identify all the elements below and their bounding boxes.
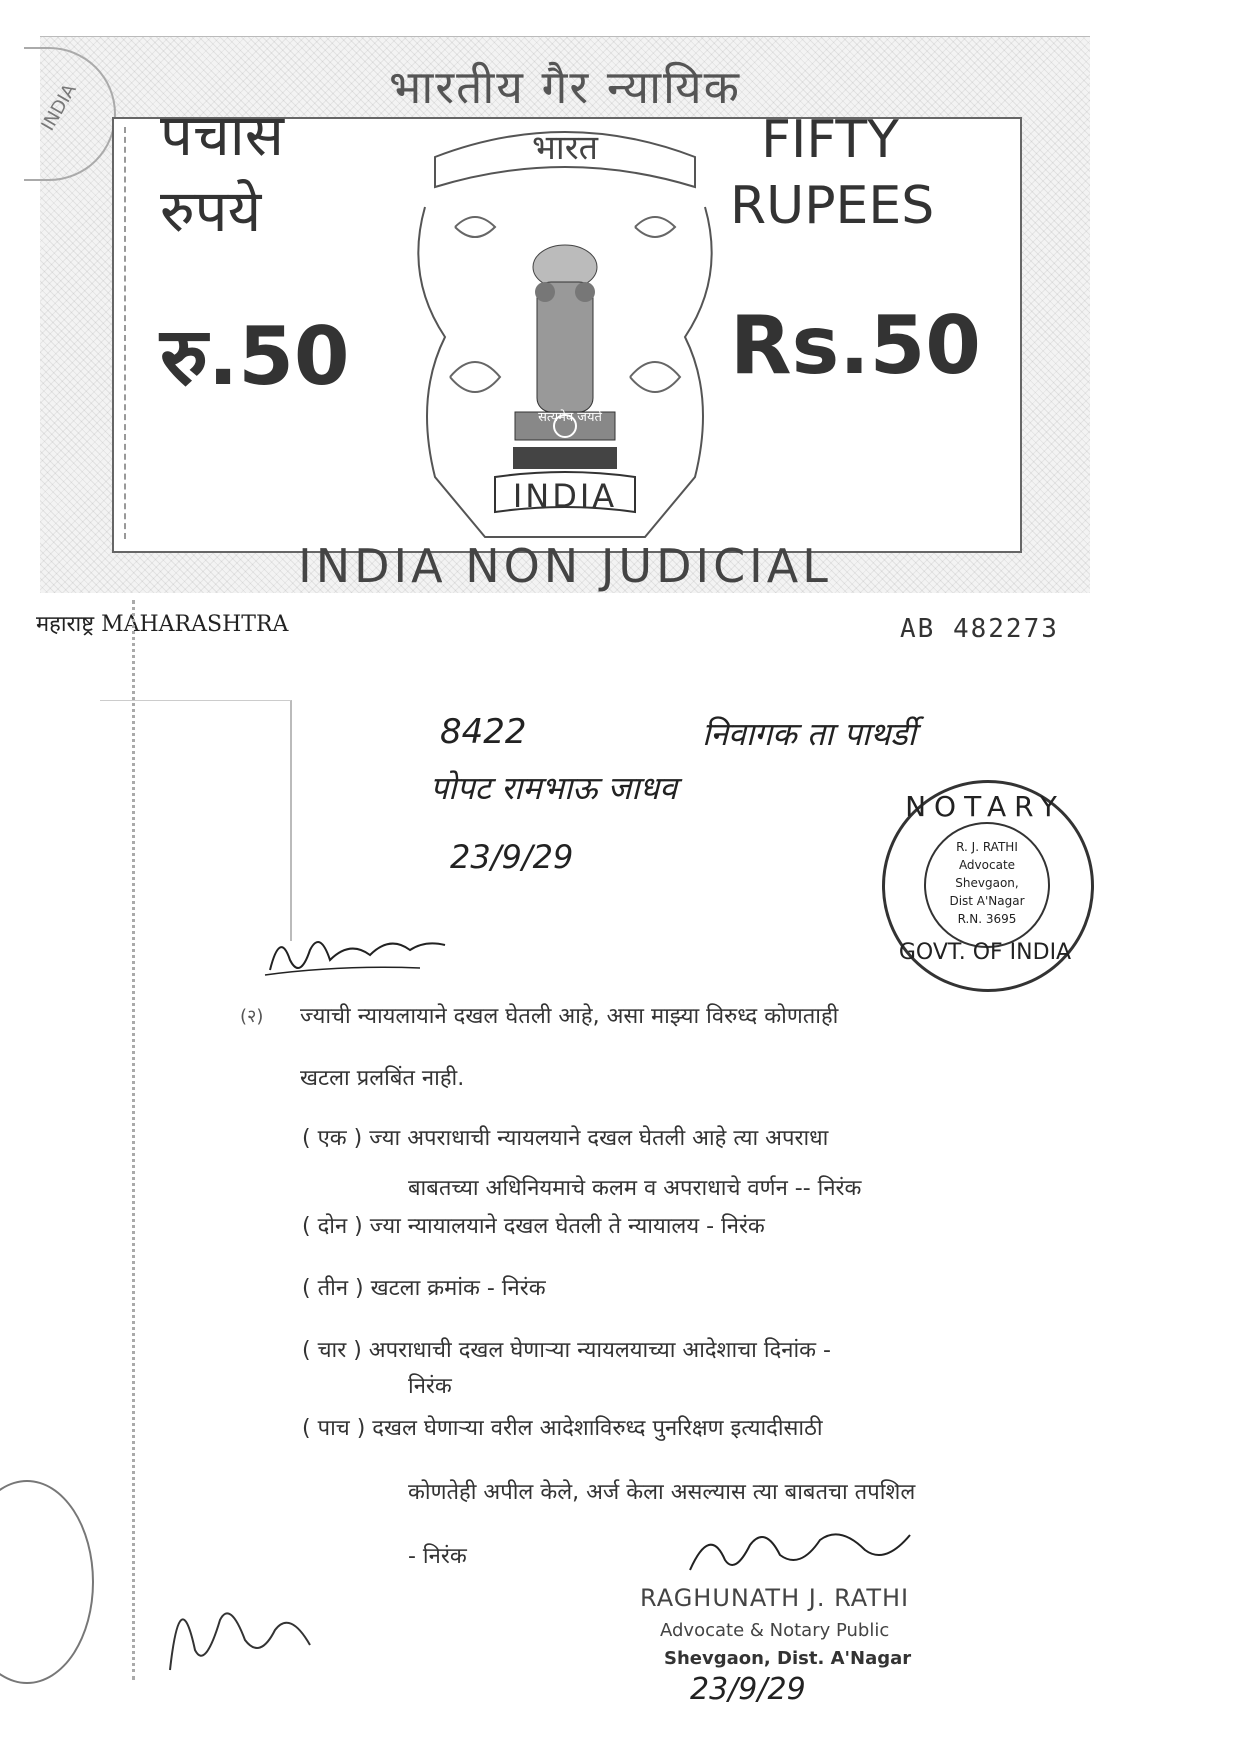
notary-role: Advocate & Notary Public: [660, 1620, 890, 1641]
handwritten-name: पोपट रामभाऊ जाधव: [430, 769, 678, 807]
notary-name: RAGHUNATH J. RATHI: [640, 1584, 910, 1612]
notary-place: Shevgaon, Dist. A'Nagar: [664, 1648, 912, 1669]
item-five-line-2: कोणतेही अपील केले, अर्ज केला असल्यास त्या बाबतचा तपशिल: [408, 1480, 916, 1505]
emblem-country-label: INDIA: [512, 477, 618, 515]
stamp-value-hindi-line1: पचास: [160, 101, 285, 169]
security-strip: [124, 127, 136, 539]
notary-seal-reg: R.N. 3695: [957, 912, 1017, 926]
emblem-motto: सत्यमेव जयते: [538, 410, 602, 425]
notary-seal-top-text: NOTARY: [905, 790, 1065, 823]
item-three: ( तीन ) खटला क्रमांक - निरंक: [302, 1276, 546, 1301]
stamp-serial-number: AB 482273: [900, 614, 1059, 644]
stamp-value-english: [730, 107, 935, 239]
signature-bottom-left-icon: [150, 1560, 330, 1680]
notary-seal-line2: Advocate: [958, 858, 1016, 872]
stamp-title-english: INDIA NON JUDICIAL: [298, 539, 832, 593]
handwritten-number: 8422: [440, 712, 527, 752]
stamp-paper: [37, 36, 1090, 593]
handwritten-place: निवागक ता पाथर्डी: [702, 715, 916, 753]
stamp-amount-hindi: रु.50: [160, 310, 350, 403]
emblem-label-bharat: भारत: [532, 128, 598, 168]
notary-handwritten-date: 23/9/29: [690, 1672, 806, 1707]
item-two: ( दोन ) ज्या न्यायालयाने दखल घेतली ते न्यायालय - निरंक: [302, 1214, 765, 1239]
notary-seal-line3: Shevgaon,: [955, 876, 1019, 890]
signature-notary-icon: [680, 1520, 920, 1580]
notary-seal-inner: [924, 822, 1050, 948]
notary-seal-name: R. J. RATHI: [956, 840, 1018, 854]
notary-seal-bottom-text: GOVT. OF INDIA: [898, 940, 1072, 965]
stamp-corner-seal-text: INDIA: [37, 80, 81, 135]
handwritten-date: 23/9/29: [450, 838, 574, 876]
stamp-value-hindi-line2: रुपये: [160, 177, 262, 245]
item-four-line-2: निरंक: [408, 1374, 452, 1399]
state-name: महाराष्ट्र MAHARASHTRA: [36, 612, 289, 637]
faint-vendor-box: [100, 700, 292, 941]
stamp-value-hindi: [160, 97, 380, 249]
item-one-line-1: ( एक ) ज्या अपराधाची न्यायलयाने दखल घेतली आहे त्या अपराधा: [302, 1126, 829, 1151]
paragraph-line-1: ज्याची न्यायलायाने दखल घेतली आहे, असा माझ्या विरुध्द कोणताही: [300, 1004, 839, 1029]
paragraph-number: (२): [240, 1006, 264, 1027]
stamp-amount-english: Rs.50: [730, 299, 981, 392]
stamp-title-hindi: भारतीय गैर न्यायिक: [389, 60, 741, 114]
paragraph-line-2: खटला प्रलबिंत नाही.: [300, 1066, 465, 1091]
item-four-line-1: ( चार ) अपराधाची दखल घेणाऱ्या न्यायलयाच्या आदेशाचा दिनांक -: [302, 1338, 831, 1363]
stamp-value-english-line2: RUPEES: [730, 176, 935, 236]
notary-seal-partial: [0, 1480, 94, 1684]
notary-seal-line4: Dist A'Nagar: [949, 894, 1025, 908]
item-five-line-1: ( पाच ) दखल घेणाऱ्या वरील आदेशाविरुध्द पुनरिक्षण इत्यादीसाठी: [302, 1416, 823, 1441]
stamp-value-english-line1: FIFTY: [761, 110, 899, 170]
item-one-line-2: बाबतच्या अधिनियमाचे कलम व अपराधाचे वर्णन -- निरंक: [408, 1176, 862, 1201]
item-five-line-3: - निरंक: [408, 1544, 467, 1569]
signature-deponent-icon: [260, 920, 450, 990]
